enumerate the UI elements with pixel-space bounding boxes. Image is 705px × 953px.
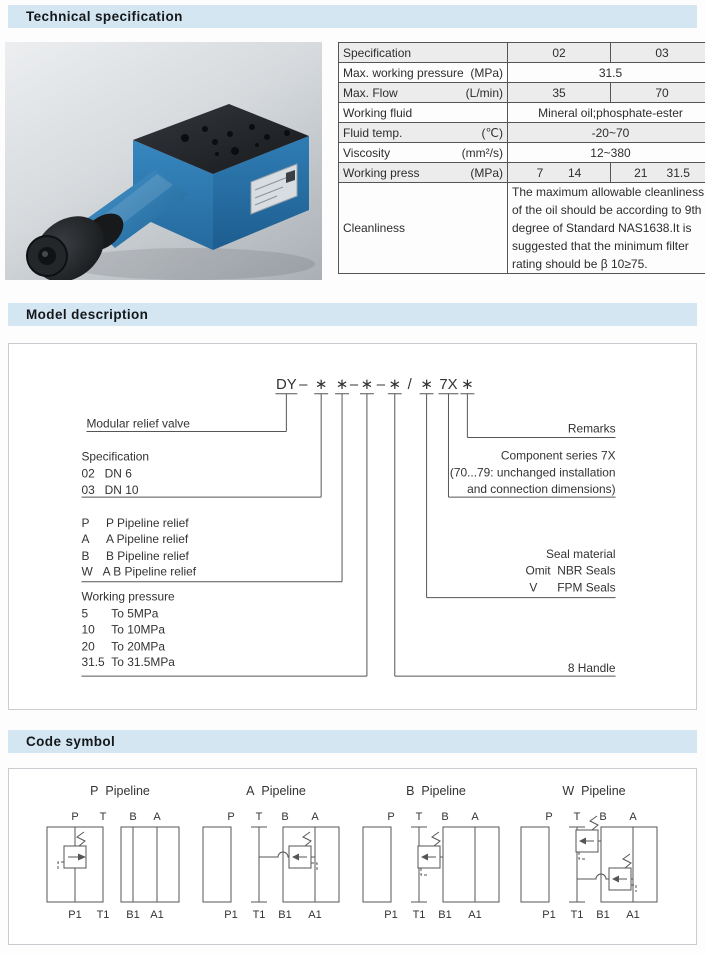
svg-text:B1: B1 xyxy=(278,909,292,921)
cell-value: 03 xyxy=(611,43,705,63)
svg-text:P: P xyxy=(227,811,235,823)
svg-text:(70...79: unchanged installati: (70...79: unchanged installation xyxy=(449,465,616,480)
cell-value: 7 xyxy=(536,165,544,180)
svg-text:W A B Pipeline relief: W A B Pipeline relief xyxy=(81,564,197,579)
svg-text:/: / xyxy=(407,376,412,393)
svg-text:DY: DY xyxy=(276,376,297,393)
pipeline-diagram-p xyxy=(45,781,195,931)
spec-table xyxy=(338,42,705,274)
port-labels-bottom xyxy=(224,909,321,921)
svg-text:02 DN 6: 02 DN 6 xyxy=(81,466,132,481)
svg-text:B1: B1 xyxy=(596,909,610,921)
table-row xyxy=(339,123,705,143)
port-labels-bottom xyxy=(384,909,481,921)
svg-text:A1: A1 xyxy=(308,909,322,921)
row-unit: (mm²/s) xyxy=(461,145,503,160)
cleanliness-note: The maximum allowable cleanliness of the oil should be according to 9th degree of Standard NAS1638.It is suggested that the minimum filter rating should be β 10≥75. xyxy=(508,183,705,274)
row-label: Fluid temp. xyxy=(343,125,403,140)
diagram-title: W Pipeline xyxy=(562,784,626,798)
svg-text:A1: A1 xyxy=(626,909,640,921)
label-remarks: Remarks xyxy=(567,421,616,436)
svg-text:T1: T1 xyxy=(412,909,426,921)
svg-text:P1: P1 xyxy=(384,909,398,921)
cell-value: Mineral oil;phosphate-ester xyxy=(508,103,705,123)
cell-value: 21 xyxy=(634,165,648,180)
row-unit: (℃) xyxy=(481,125,503,140)
schematic xyxy=(521,816,657,902)
svg-text:∗: ∗ xyxy=(360,376,374,393)
svg-text:10 To 10MPa: 10 To 10MPa xyxy=(81,622,165,637)
schematic xyxy=(47,827,179,902)
port-labels-top xyxy=(227,811,319,823)
svg-text:T: T xyxy=(573,811,581,823)
svg-text:B1: B1 xyxy=(126,909,140,921)
svg-text:03 DN 10: 03 DN 10 xyxy=(81,483,139,498)
svg-text:P P Pipeline relief: P P Pipeline relief xyxy=(81,515,189,530)
section-title-code-symbol: Code symbol xyxy=(8,730,697,753)
diagram-title: B Pipeline xyxy=(406,784,466,798)
row-label: Max. Flow xyxy=(343,85,398,100)
svg-text:B: B xyxy=(281,811,289,823)
table-row xyxy=(339,63,705,83)
valve-body xyxy=(21,104,315,280)
svg-text:–: – xyxy=(299,376,308,393)
svg-text:V FPM Seals: V FPM Seals xyxy=(529,580,616,595)
diagram-title: P Pipeline xyxy=(90,784,150,798)
svg-text:P1: P1 xyxy=(542,909,556,921)
svg-text:and connection dimensions): and connection dimensions) xyxy=(467,482,616,497)
svg-text:P: P xyxy=(387,811,395,823)
pipeline-diagram-w xyxy=(519,781,669,931)
section-title-technical-specification: Technical specification xyxy=(8,5,697,28)
svg-text:A: A xyxy=(153,811,161,823)
svg-text:∗: ∗ xyxy=(314,376,328,393)
port-labels-bottom xyxy=(542,909,639,921)
diagram-title: A Pipeline xyxy=(246,784,306,798)
table-row xyxy=(339,163,705,183)
svg-text:31.5 To 31.5MPa: 31.5 To 31.5MPa xyxy=(81,655,175,670)
label-working-pressure: Working pressure xyxy=(81,589,175,604)
svg-text:B1: B1 xyxy=(438,909,452,921)
row-label: Cleanliness xyxy=(343,221,406,235)
row-label: Specification xyxy=(343,45,412,60)
pipeline-diagram-b xyxy=(361,781,511,931)
table-row xyxy=(339,143,705,163)
svg-text:T: T xyxy=(99,811,107,823)
svg-text:B: B xyxy=(129,811,137,823)
svg-text:T1: T1 xyxy=(570,909,584,921)
svg-text:∗: ∗ xyxy=(420,376,433,393)
cell-value: 02 xyxy=(508,43,611,63)
row-unit: (MPa) xyxy=(470,165,503,180)
table-row xyxy=(339,43,705,63)
svg-text:B: B xyxy=(599,811,607,823)
row-unit: (L/min) xyxy=(465,85,503,100)
label-handle: 8 Handle xyxy=(567,661,616,676)
row-label: Max. working pressure xyxy=(343,65,464,80)
svg-text:A1: A1 xyxy=(468,909,482,921)
svg-text:20 To 20MPa: 20 To 20MPa xyxy=(81,639,165,654)
svg-text:7X: 7X xyxy=(439,376,458,393)
svg-text:–: – xyxy=(376,376,385,393)
row-label: Working press xyxy=(343,165,420,180)
label-specification: Specification xyxy=(81,449,150,464)
svg-text:∗: ∗ xyxy=(388,376,402,393)
svg-text:P: P xyxy=(71,811,79,823)
section-title-model-description: Model description xyxy=(8,303,697,326)
svg-text:–: – xyxy=(349,376,359,393)
right-labels xyxy=(450,422,616,676)
schematic xyxy=(363,827,499,902)
cell-value: 12~380 xyxy=(508,143,705,163)
svg-text:P: P xyxy=(545,811,553,823)
label-component-series: Component series 7X xyxy=(500,448,616,463)
row-label: Viscosity xyxy=(343,145,391,160)
svg-text:5 To 5MPa: 5 To 5MPa xyxy=(81,606,159,621)
cell-value: 14 xyxy=(567,165,582,180)
model-code-string xyxy=(276,377,474,393)
table-row xyxy=(339,83,705,103)
row-label: Working fluid xyxy=(343,105,413,120)
pipeline-diagram-a xyxy=(201,781,351,931)
label-seal-material: Seal material xyxy=(545,546,616,561)
svg-text:A: A xyxy=(311,811,319,823)
svg-text:T: T xyxy=(415,811,423,823)
svg-text:A: A xyxy=(629,811,637,823)
svg-text:B: B xyxy=(441,811,449,823)
table-row xyxy=(339,103,705,123)
cell-value: 31.5 xyxy=(666,165,690,180)
svg-text:T1: T1 xyxy=(96,909,110,921)
valve-illustration xyxy=(5,42,322,280)
cell-value: 35 xyxy=(508,83,611,103)
left-labels xyxy=(81,417,196,670)
schematic xyxy=(203,827,339,902)
cell-value: 70 xyxy=(611,83,705,103)
svg-text:T1: T1 xyxy=(252,909,266,921)
row-unit: (MPa) xyxy=(470,65,503,80)
port-labels-top xyxy=(387,811,479,823)
svg-text:A: A xyxy=(471,811,479,823)
svg-text:T: T xyxy=(255,811,263,823)
svg-text:P1: P1 xyxy=(68,909,82,921)
svg-text:B B Pipeline relief: B B Pipeline relief xyxy=(81,548,189,563)
svg-text:∗: ∗ xyxy=(335,376,349,393)
svg-text:Omit NBR Seals: Omit NBR Seals xyxy=(525,563,616,578)
table-row xyxy=(339,183,705,274)
port-labels-bottom xyxy=(68,909,163,921)
svg-text:P1: P1 xyxy=(224,909,238,921)
model-code-diagram xyxy=(9,344,696,709)
product-photo xyxy=(5,42,322,280)
code-symbol-panel xyxy=(8,768,697,945)
port-labels-top xyxy=(71,811,161,823)
svg-text:A A Pipeline relief: A A Pipeline relief xyxy=(81,531,189,546)
cell-value: -20~70 xyxy=(508,123,705,143)
svg-text:∗: ∗ xyxy=(461,376,474,393)
model-description-panel xyxy=(8,343,697,710)
label-modular-relief-valve: Modular relief valve xyxy=(86,416,190,431)
cell-value: 31.5 xyxy=(508,63,705,83)
svg-text:A1: A1 xyxy=(150,909,164,921)
